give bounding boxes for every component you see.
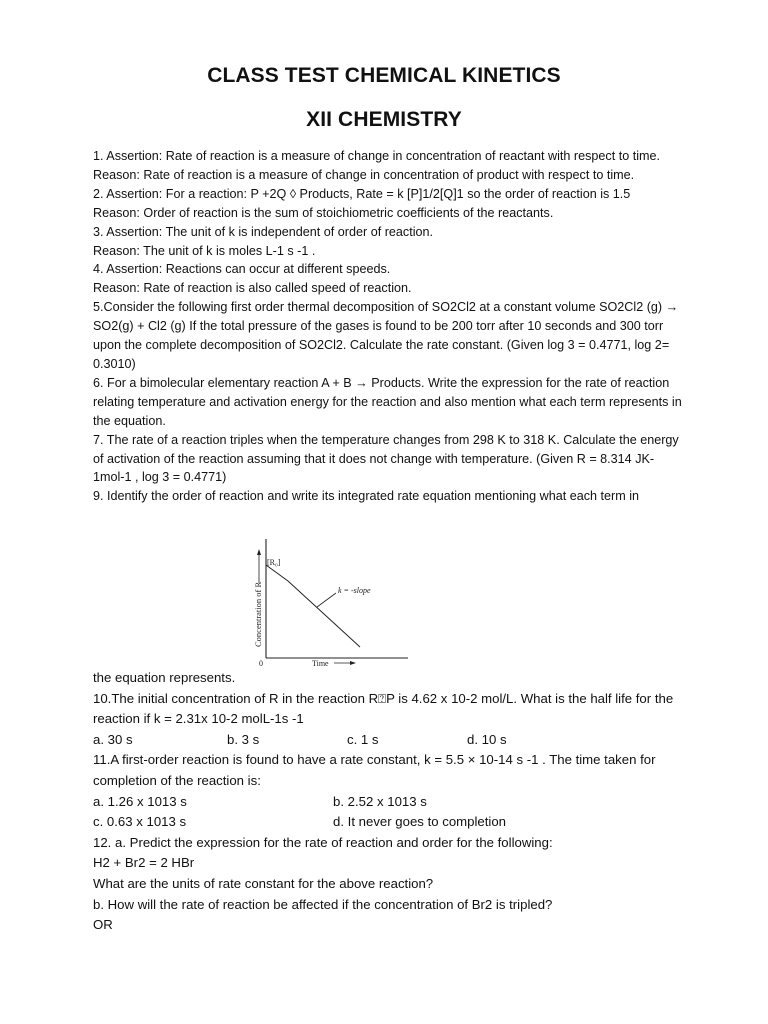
q10-options (93, 730, 683, 751)
concentration-line (266, 565, 360, 647)
concentration-time-graph (250, 535, 420, 670)
q11-option-b: b. 2.52 x 1013 s (333, 793, 427, 809)
q5-text: 5.Consider the following first order thermal decomposition of SO2Cl2 at a constant volume SO2Cl2 (g) → SO2(g) + Cl2 (g) If the total pressure of the gases is found to be 200 torr after 10 seconds and 300 torr upon the complete decomposition of SO2Cl2. Calculate the rate constant. (Given log 3 = 0.4771, log 2= 0.3010) (93, 300, 679, 371)
q4-reason: Reason: Rate of reaction is also called speed of reaction. (93, 281, 412, 296)
q11-option-d: d. It never goes to completion (333, 814, 507, 830)
q9-continuation: the equation represents. (93, 670, 236, 685)
q10-option-d: d. 10 s (467, 731, 507, 747)
q10-option-a: a. 30 s (93, 731, 133, 747)
page-subtitle: XII CHEMISTRY (306, 108, 462, 131)
origin-label: 0 (259, 659, 263, 668)
questions-block (93, 147, 683, 506)
q10-text: 10.The initial concentration of R in the reaction R⍰P is 4.62 x 10-2 mol/L. What is the half life for the reaction if k = 2.31x 10-2 molL-1s -1 (93, 690, 674, 727)
slope-label: k = -slope (338, 586, 371, 595)
q12-part-b: b. How will the rate of reaction be affected if the concentration of Br2 is tripled? (93, 896, 553, 912)
q1-reason: Reason: Rate of reaction is a measure of change in concentration of product with respect to time. (93, 167, 635, 182)
r0-label: [R₀] (267, 558, 281, 567)
q9-text: 9. Identify the order of reaction and write its integrated rate equation mentioning what each term in (93, 489, 640, 504)
q4-assertion: 4. Assertion: Reactions can occur at different speeds. (93, 262, 391, 277)
q7-text: 7. The rate of a reaction triples when the temperature changes from 298 K to 318 K. Calculate the energy of activation of the reaction assuming that it does not change with temperature. (Given R = 8.314 JK-1mol-1 , log 3 = 0.4771) (93, 432, 679, 485)
q11-option-c: c. 0.63 x 1013 s (93, 814, 187, 830)
q2-reason: Reason: Order of reaction is the sum of stoichiometric coefficients of the reactants. (93, 205, 554, 220)
q11-options-row2 (93, 812, 683, 833)
q1-assertion: 1. Assertion: Rate of reaction is a measure of change in concentration of reactant with respect to time. (93, 149, 661, 163)
q12-part-a: 12. a. Predict the expression for the rate of reaction and order for the following: (93, 834, 553, 850)
q11-text: 11.A first-order reaction is found to have a rate constant, k = 5.5 × 10-14 s -1 . The time taken for completion of the reaction is: (93, 752, 656, 788)
q12-or: OR (93, 917, 113, 933)
q2-assertion: 2. Assertion: For a reaction: P +2Q ◊ Products, Rate = k [P]1/2[Q]1 so the order of reaction is 1.5 (93, 186, 631, 201)
y-axis-label: Concentration of R (253, 581, 263, 647)
q11-option-a: a. 1.26 x 1013 s (93, 793, 187, 809)
page-title: CLASS TEST CHEMICAL KINETICS (207, 64, 561, 87)
questions-block-lower (93, 668, 683, 936)
x-axis-arrowhead (350, 661, 356, 665)
q12-equation: H2 + Br2 = 2 HBr (93, 855, 195, 871)
q11-options-row1 (93, 792, 683, 813)
q10-option-c: c. 1 s (347, 731, 379, 747)
q3-reason: Reason: The unit of k is moles L-1 s -1 . (93, 243, 316, 258)
q10-option-b: b. 3 s (227, 731, 260, 747)
y-axis-arrowhead (257, 549, 261, 555)
x-axis-label: Time (312, 659, 329, 668)
slope-pointer (317, 593, 336, 607)
q12-units-question: What are the units of rate constant for the above reaction? (93, 875, 434, 891)
q3-assertion: 3. Assertion: The unit of k is independent of order of reaction. (93, 224, 434, 239)
q6-text: 6. For a bimolecular elementary reaction A + B → Products. Write the expression for the rate of reaction relating temperature and activation energy for the reaction and also mention what each term represents in the equation. (93, 375, 682, 428)
